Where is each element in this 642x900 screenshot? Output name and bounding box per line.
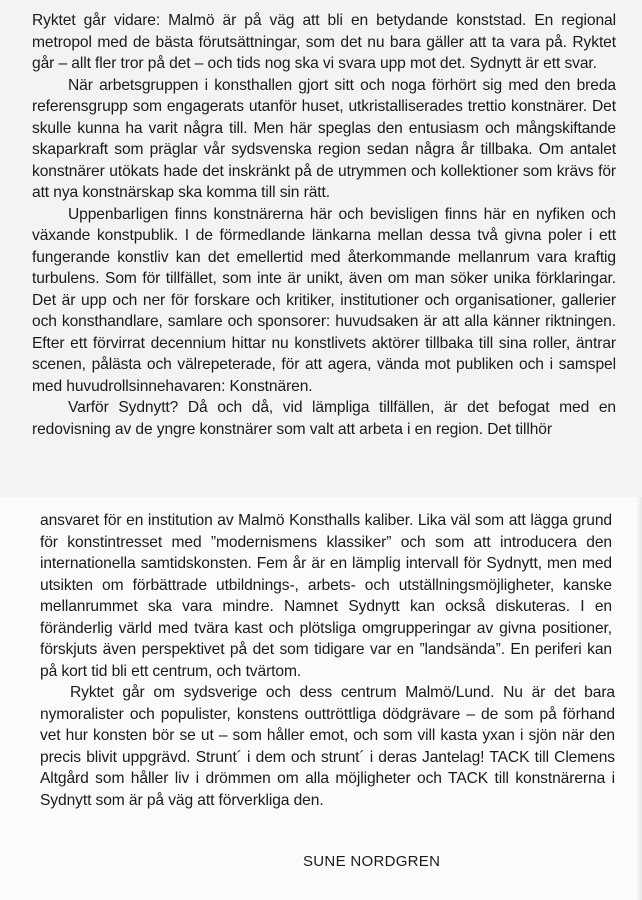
- scan-bottom-section: [0, 497, 642, 900]
- article-body-top: [32, 10, 616, 440]
- page-edge-shadow: [636, 497, 642, 900]
- article-body-bottom: [40, 510, 615, 811]
- author-signature: SUNE NORDGREN: [303, 853, 441, 870]
- paragraph: ansvaret för en institution av Malmö Konsthalls kaliber. Lika väl som att lägga grund för konstintresset med ”modernismens klassiker” och som att introducera den internationella samtidskonsten. Fem år är en lämplig intervall för Sydnytt, men med utsikten om förbättrade utbildnings-, arbets- och utställningsmöjligheter, kanske mellanrummet ska vara mindre. Namnet Sydnytt kan också diskuteras. I en föränderlig värld med tvära kast och plötsliga omgrupperingar av givna positioner, förskjuts även perspektivet på det som tidigare var en ”landsända”. En periferi kan på kort tid bli ett centrum, och tvärtom.: [40, 512, 612, 680]
- paragraph: Ryktet går vidare: Malmö är på väg att bli en betydande konststad. En regional metropol med de bästa förutsättningar, som det nu bara gäller att ta vara på. Ryktet går – allt fler tror på det – och tids nog ska vi svara upp mot det. Sydnytt är ett svar.: [32, 12, 616, 72]
- paragraph: Varför Sydnytt? Då och då, vid lämpliga tillfällen, är det befogat med en redovisning av de yngre konstnärer som valt att arbeta i en region. Det tillhör: [32, 399, 616, 438]
- paragraph: Ryktet går om sydsverige och dess centrum Malmö/Lund. Nu är det bara nymoralister och populister, konstens outtröttliga dödgrävare – de som på förhand vet hur konsten bör se ut – som håller emot, och som vill kasta yxan i sjön när den precis blivit uppgrävd. Strunt´ i dem och strunt´ i deras Jantelag! TACK till Clemens Altgård som håller liv i drömmen om alla möjligheter och TACK till konstnärerna i Sydnytt som är på väg att förverkliga den.: [40, 684, 615, 809]
- paragraph: Uppenbarligen finns konstnärerna här och bevisligen finns här en nyfiken och växande konstpublik. I de förmedlande länkarna mellan dessa två givna poler i ett fungerande konstliv kan det emellertid med återkommande mellanrum vara kraftig turbulens. Som för tillfället, som inte är unikt, även om man söker unika förklaringar. Det är upp och ner för forskare och kritiker, institutioner och organisationer, gallerier och konsthandlare, samlare och sponsorer: huvudsaken är att alla känner riktningen. Efter ett förvirrat decennium hittar nu konstlivets aktörer tillbaka till sina roller, äntrar scenen, pålästa och välrepeterade, för att agera, vända mot publiken och i samspel med huvudrollsinnehavaren: Konstnären.: [32, 205, 616, 395]
- paragraph: När arbetsgruppen i konsthallen gjort sitt och noga förhört sig med den breda referensgrupp som engagerats utanför huset, utkristalliserades trettio konstnärer. Det skulle kunna ha varit några till. Men här speglas den entusiasm och mångskiftande skaparkraft som präglar vår sydsvenska region sedan några år tillbaka. Om antalet konstnärer utökats hade det inskränkt på de utrymmen och kollektioner som krävs för att nya konstnärskap ska komma till sin rätt.: [32, 76, 616, 201]
